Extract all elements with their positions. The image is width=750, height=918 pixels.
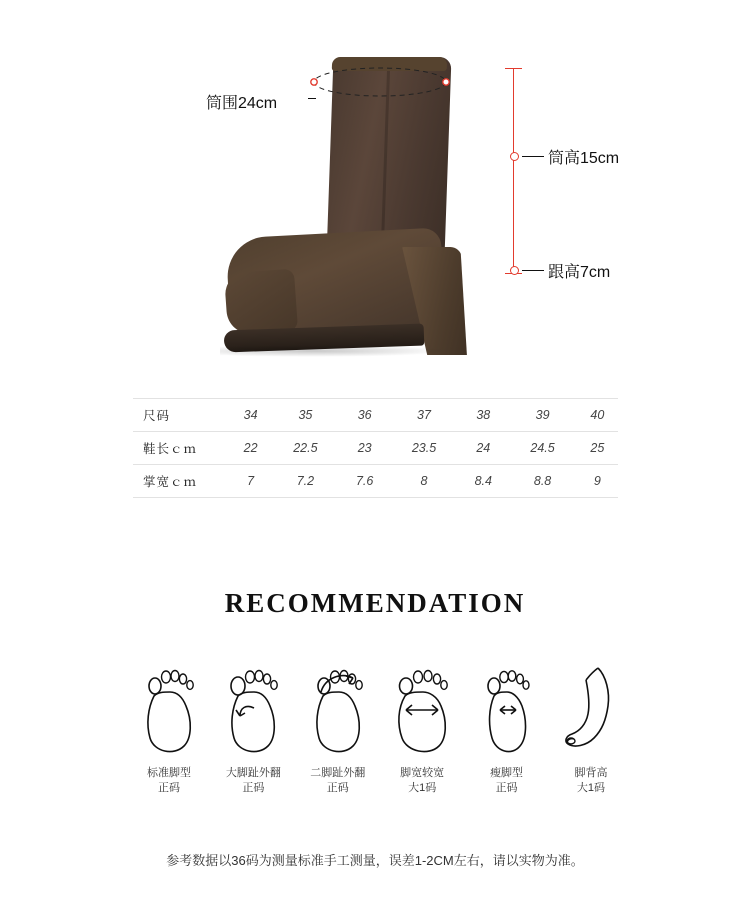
foot-type-advice: 正码	[158, 782, 180, 794]
measure-dot-shaft-height	[510, 152, 519, 161]
foot-two-toe-bunion-icon	[299, 660, 377, 760]
cell-width-34: 7	[230, 465, 271, 498]
size-chart-table	[133, 398, 618, 498]
foot-type-advice: 正码	[242, 782, 265, 794]
foot-type-advice: 正码	[326, 782, 349, 794]
foot-type-name: 脚背高	[574, 767, 608, 779]
boot-shadow	[220, 345, 450, 357]
list-item-label	[383, 766, 461, 796]
list-item-label	[552, 766, 630, 796]
cell-width-39: 8.8	[508, 465, 576, 498]
foot-type-advice: 正码	[495, 782, 518, 794]
cell-width-38: 8.4	[458, 465, 508, 498]
cell-length-38: 24	[458, 432, 508, 465]
list-item-label	[299, 766, 377, 796]
table-row	[133, 432, 618, 465]
cell-width-37: 8	[390, 465, 458, 498]
recommendation-title: RECOMMENDATION	[224, 588, 526, 618]
cell-size-34: 34	[230, 399, 271, 432]
list-item-label	[214, 766, 292, 796]
callout-heel-height-leader	[522, 270, 544, 271]
table-row	[133, 399, 618, 432]
cell-size-38: 38	[458, 399, 508, 432]
callout-shaft-circumference-label: 筒围24cm	[206, 95, 278, 112]
callout-shaft-height-label: 筒高15cm	[548, 150, 620, 167]
cell-length-37: 23.5	[390, 432, 458, 465]
list-item	[468, 660, 546, 796]
row-header-size: 尺码	[133, 399, 230, 432]
foot-type-advice: 大1码	[408, 782, 437, 794]
list-item	[299, 660, 377, 796]
cell-length-35: 22.5	[271, 432, 339, 465]
list-item	[552, 660, 630, 796]
shaft-circumference-ellipse-icon	[310, 65, 450, 99]
cell-width-36: 7.6	[340, 465, 390, 498]
cell-length-40: 25	[577, 432, 618, 465]
cell-width-35: 7.2	[271, 465, 339, 498]
row-header-foot-width: 掌宽ｃｍ	[133, 465, 230, 498]
cell-size-39: 39	[508, 399, 576, 432]
list-item	[130, 660, 208, 796]
foot-type-list	[130, 660, 630, 796]
measure-rail	[513, 68, 514, 273]
product-photo-area	[0, 0, 750, 390]
foot-type-name: 大脚趾外翻	[225, 767, 281, 779]
list-item-label	[468, 766, 546, 796]
foot-high-instep-icon	[552, 660, 630, 760]
list-item	[214, 660, 292, 796]
callout-shaft-circumference-leader	[308, 98, 316, 99]
foot-bunion-icon	[214, 660, 292, 760]
list-item-label	[130, 766, 208, 796]
cell-size-37: 37	[390, 399, 458, 432]
foot-narrow-icon	[468, 660, 546, 760]
cell-size-36: 36	[340, 399, 390, 432]
cell-width-40: 9	[577, 465, 618, 498]
foot-type-name: 标准脚型	[147, 767, 191, 779]
cell-size-40: 40	[577, 399, 618, 432]
foot-type-name: 脚宽较宽	[400, 767, 445, 779]
callout-heel-height-label: 跟高7cm	[548, 264, 611, 281]
foot-type-name: 二脚趾外翻	[310, 767, 366, 779]
foot-wide-icon	[383, 660, 461, 760]
boot-toe	[224, 269, 298, 336]
measure-rail-cap-top	[505, 68, 522, 69]
callout-shaft-height-leader	[522, 156, 544, 157]
table-row	[133, 465, 618, 498]
cell-length-34: 22	[230, 432, 271, 465]
row-header-foot-length: 鞋长ｃｍ	[133, 432, 230, 465]
cell-size-35: 35	[271, 399, 339, 432]
cell-length-36: 23	[340, 432, 390, 465]
measure-dot-heel-height	[510, 266, 519, 275]
foot-standard-icon	[130, 660, 208, 760]
foot-type-name: 瘦脚型	[490, 767, 524, 779]
measurement-footnote: 参考数据以36码为测量标准手工测量，误差1-2CM左右，请以实物为准。	[166, 853, 584, 868]
foot-type-advice: 大1码	[576, 782, 606, 794]
list-item	[383, 660, 461, 796]
cell-length-39: 24.5	[508, 432, 576, 465]
